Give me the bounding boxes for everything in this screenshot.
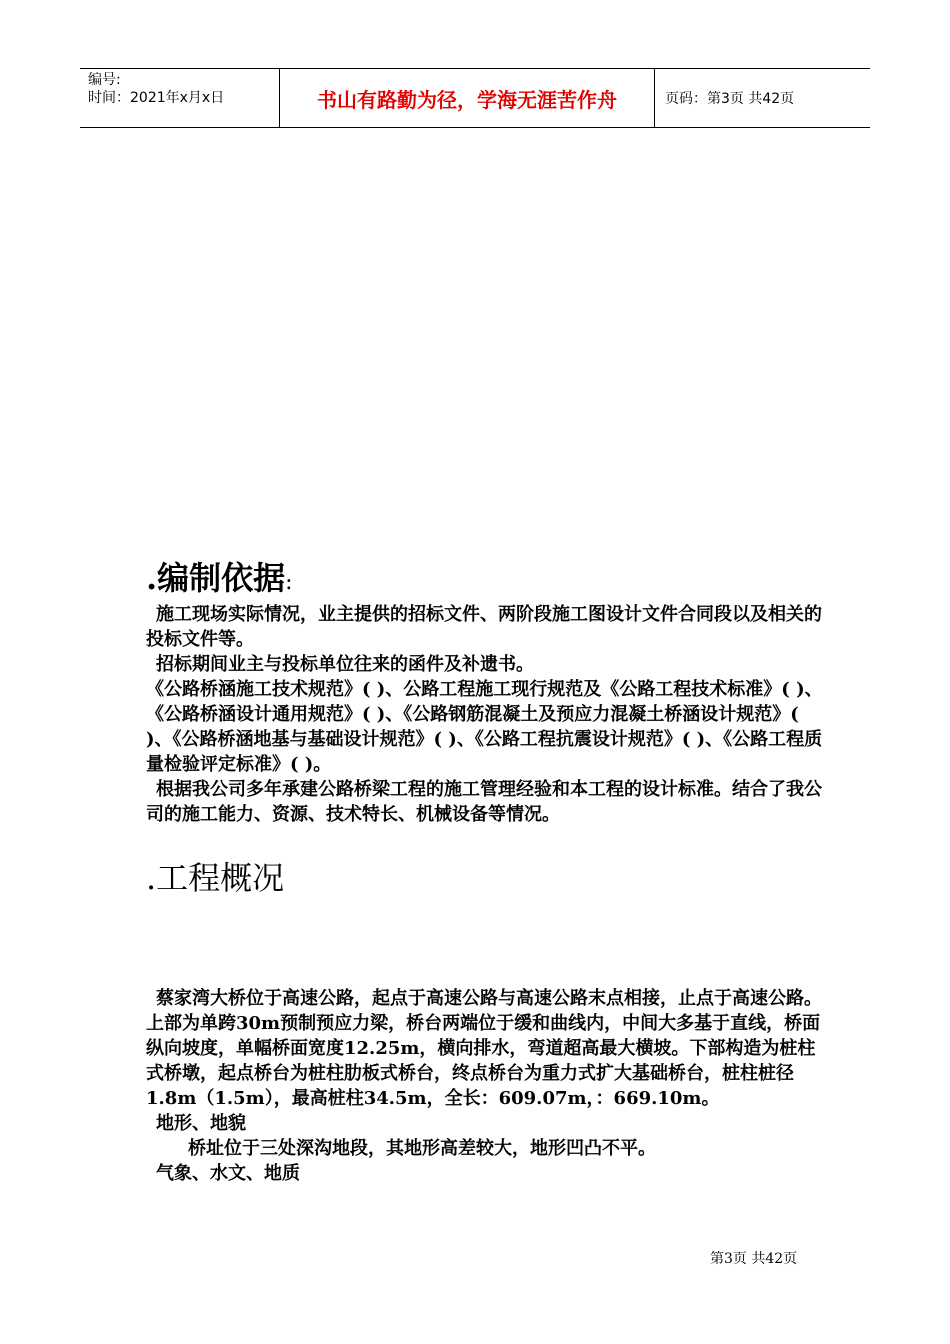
paragraph: 根据我公司多年承建公路桥梁工程的施工管理经验和本工程的设计标准。结合了我公司的施工能力、资源、技术特长、机械设备等情况。 [146,779,822,825]
subheading: 气象、水文、地质 [156,1163,300,1184]
paragraph: 《公路桥涵施工技术规范》( )、公路工程施工现行规范及《公路工程技术标准》( )、《公路桥涵设计通用规范》( )、《公路钢筋混凝土及预应力混凝土桥涵设计规范》( )、《公路桥涵地基与基础设计规范》( )、《公路工程抗震设计规范》( )、《公路工程质量检验评定标准》( )。 [146,679,823,775]
section-body-basis [146,602,826,827]
section-body-overview [146,986,826,1186]
page-footer: 第3页 共42页 [710,1251,798,1267]
paragraph: 招标期间业主与投标单位往来的函件及补遗书。 [156,654,534,675]
page-header [80,68,870,128]
header-motto: 书山有路勤为径，学海无涯苦作舟 [280,69,655,127]
section-title-basis: .编制依据: [146,559,293,597]
document-number-label: 编号: [88,72,121,88]
section-title-overview: .工程概况 [146,859,285,897]
document-time: 时间：2021年x月x日 [88,90,225,106]
paragraph: 桥址位于三处深沟地段，其地形高差较大，地形凹凸不平。 [188,1138,656,1159]
header-page-info: 页码：第3页 共42页 [665,91,795,107]
paragraph: 施工现场实际情况，业主提供的招标文件、两阶段施工图设计文件合同段以及相关的投标文件等。 [146,604,822,650]
paragraph: 蔡家湾大桥位于高速公路，起点于高速公路与高速公路末点相接，止点于高速公路。上部为单跨30m预制预应力梁，桥台两端位于缓和曲线内，中间大多基于直线，桥面纵向坡度，单幅桥面宽度12.25m，横向排水，弯道超高最大横坡。下部构造为桩柱式桥墩，起点桥台为桩柱肋板式桥台，终点桥台为重力式扩大基础桥台，桩柱桩径1.8m（1.5m），最高桩柱34.5m，全长：609.07m，：669.10m。 [146,988,822,1109]
subheading: 地形、地貌 [156,1113,246,1134]
header-meta [80,69,280,127]
